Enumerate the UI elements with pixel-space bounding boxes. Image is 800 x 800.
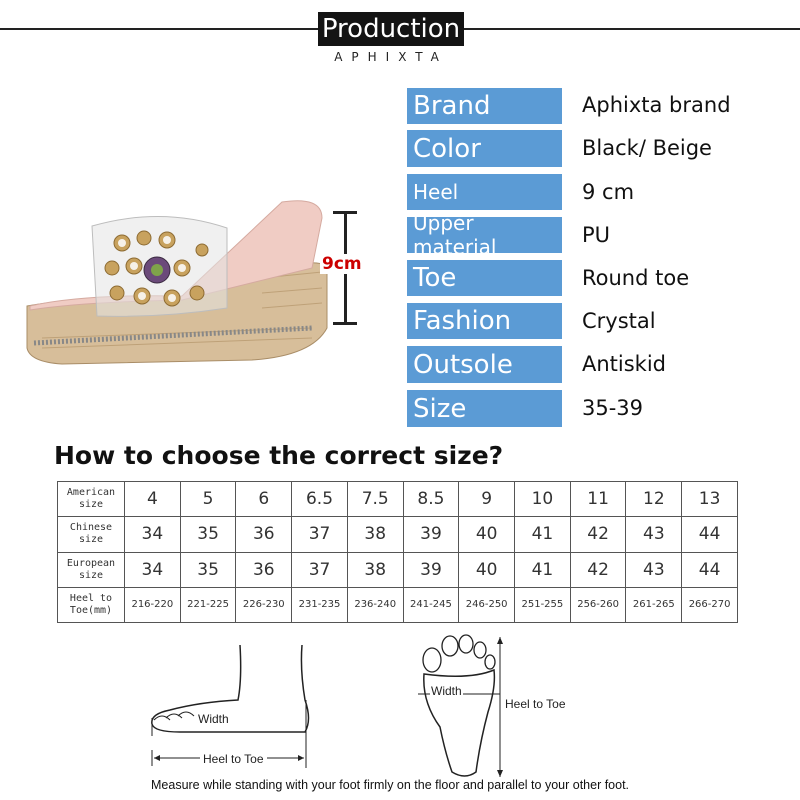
size-cell: 41 — [515, 517, 571, 552]
size-row-european — [58, 552, 738, 587]
size-cell: 12 — [626, 482, 682, 517]
spec-label-color: Color — [407, 130, 562, 167]
size-cell: 11 — [570, 482, 626, 517]
size-cell: 7.5 — [347, 482, 403, 517]
header-line-left — [0, 28, 318, 30]
size-row-heel-to-toe — [58, 587, 738, 622]
side-width-label: Width — [198, 712, 229, 726]
spec-value-toe: Round toe — [582, 266, 690, 290]
spec-label-heel: Heel — [407, 174, 562, 210]
size-cell: 246-250 — [459, 587, 515, 622]
header-subtitle: APHIXTA — [334, 50, 448, 64]
size-cell: 9 — [459, 482, 515, 517]
size-cell: 37 — [292, 517, 348, 552]
size-cell: 36 — [236, 517, 292, 552]
size-cell: 39 — [403, 552, 459, 587]
size-guide-title: How to choose the correct size? — [54, 441, 504, 470]
size-cell: 226-230 — [236, 587, 292, 622]
size-cell: 36 — [236, 552, 292, 587]
size-cell: 8.5 — [403, 482, 459, 517]
spec-label-size: Size — [407, 390, 562, 427]
size-cell: 42 — [570, 517, 626, 552]
size-cell: 40 — [459, 552, 515, 587]
size-cell: 41 — [515, 552, 571, 587]
size-cell: 231-235 — [292, 587, 348, 622]
size-cell: 216-220 — [125, 587, 181, 622]
size-cell: 42 — [570, 552, 626, 587]
spec-label-upper-material: Upper material — [407, 217, 562, 253]
spec-value-brand: Aphixta brand — [582, 93, 731, 117]
sandal-product-image — [22, 188, 332, 388]
spec-label-outsole: Outsole — [407, 346, 562, 383]
top-heel-to-toe-label: Heel to Toe — [505, 697, 566, 711]
size-cell: 34 — [125, 552, 181, 587]
size-cell: 39 — [403, 517, 459, 552]
size-cell: 10 — [515, 482, 571, 517]
spec-label-fashion: Fashion — [407, 303, 562, 339]
size-cell: 5 — [180, 482, 236, 517]
size-row-chinese — [58, 517, 738, 552]
size-cell: 43 — [626, 517, 682, 552]
size-cell: 34 — [125, 517, 181, 552]
side-heel-to-toe-label: Heel to Toe — [200, 752, 267, 766]
size-cell: 256-260 — [570, 587, 626, 622]
size-cell: 6.5 — [292, 482, 348, 517]
heel-measure-cap-bottom — [333, 322, 357, 325]
measure-caption: Measure while standing with your foot firmly on the floor and parallel to your other foot. — [151, 778, 630, 792]
size-cell: 221-225 — [180, 587, 236, 622]
foot-top-diagram — [410, 632, 510, 782]
header-title: Production — [318, 12, 464, 46]
row-header-chinese: Chinese size — [58, 517, 125, 552]
size-cell: 261-265 — [626, 587, 682, 622]
spec-value-fashion: Crystal — [582, 309, 656, 333]
size-cell: 6 — [236, 482, 292, 517]
spec-value-outsole: Antiskid — [582, 352, 667, 376]
spec-value-heel: 9 cm — [582, 180, 635, 204]
size-cell: 37 — [292, 552, 348, 587]
size-cell: 266-270 — [682, 587, 738, 622]
spec-value-upper-material: PU — [582, 223, 611, 247]
size-cell: 40 — [459, 517, 515, 552]
spec-value-color: Black/ Beige — [582, 136, 712, 160]
size-cell: 44 — [682, 517, 738, 552]
spec-label-brand: Brand — [407, 88, 562, 124]
row-header-heel-to-toe: Heel to Toe(mm) — [58, 587, 125, 622]
size-row-american — [58, 482, 738, 517]
size-cell: 4 — [125, 482, 181, 517]
header-line-right — [464, 28, 800, 30]
spec-value-size: 35-39 — [582, 396, 644, 420]
spec-label-toe: Toe — [407, 260, 562, 296]
size-cell: 236-240 — [347, 587, 403, 622]
top-width-label: Width — [431, 684, 462, 698]
foot-side-diagram — [140, 640, 340, 770]
size-cell: 251-255 — [515, 587, 571, 622]
size-cell: 13 — [682, 482, 738, 517]
size-cell: 38 — [347, 517, 403, 552]
heel-measure-label: 9cm — [322, 254, 362, 274]
size-cell: 35 — [180, 517, 236, 552]
size-cell: 241-245 — [403, 587, 459, 622]
size-cell: 43 — [626, 552, 682, 587]
size-chart-table — [57, 481, 738, 623]
size-cell: 38 — [347, 552, 403, 587]
size-cell: 35 — [180, 552, 236, 587]
size-cell: 44 — [682, 552, 738, 587]
row-header-american: American size — [58, 482, 125, 517]
row-header-european: European size — [58, 552, 125, 587]
